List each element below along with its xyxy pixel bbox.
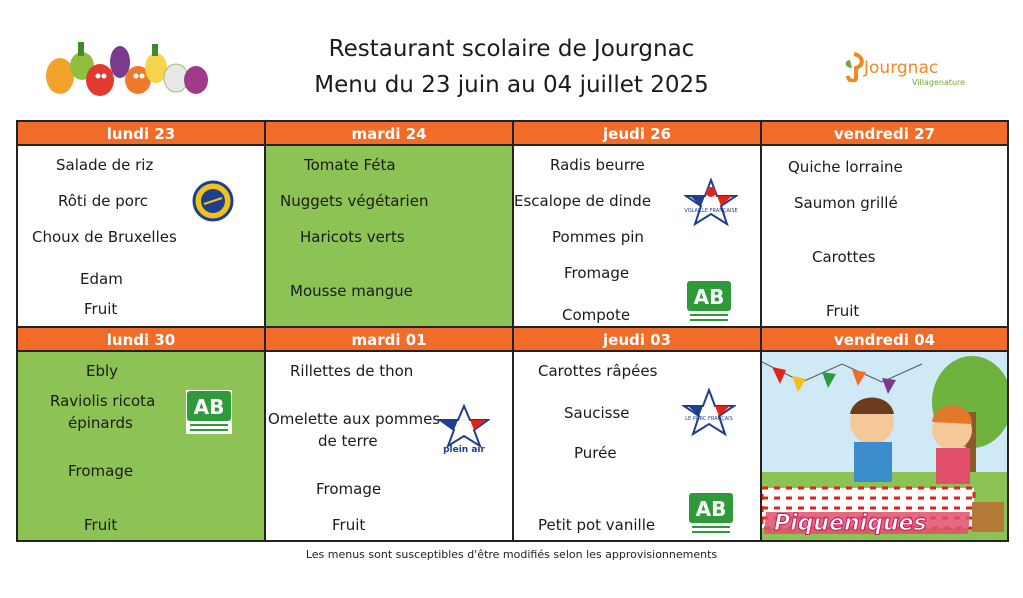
volaille-text: VOLAILLE FRANÇAISE: [684, 208, 738, 214]
menu-item: Carottes râpées: [538, 362, 658, 380]
menu-item: Purée: [574, 444, 617, 462]
menu-item: Mousse mangue: [290, 282, 413, 300]
menu-item: Saucisse: [564, 404, 630, 422]
day-header: lundi 30: [18, 328, 264, 352]
menu-item: Salade de riz: [56, 156, 154, 174]
menu-item: Omelette aux pommes: [268, 410, 441, 428]
menu-item: Edam: [80, 270, 123, 288]
menu-item: de terre: [318, 432, 378, 450]
day-header: jeudi 03: [514, 328, 760, 352]
ab-organic-icon: [688, 492, 734, 536]
day-header: mardi 24: [266, 122, 512, 146]
day-header: vendredi 04: [762, 328, 1007, 352]
day-header: mardi 01: [266, 328, 512, 352]
menu-item: Carottes: [812, 248, 876, 266]
menu-item: Compote: [562, 306, 631, 324]
menu-item: Quiche lorraine: [788, 158, 903, 176]
day-cell-jeudi-26: [514, 122, 762, 328]
picnic-illustration: [762, 352, 1007, 540]
day-header: jeudi 26: [514, 122, 760, 146]
porc-plein-air-icon: [438, 404, 490, 454]
menu-item: Ebly: [86, 362, 119, 380]
menu-item: Petit pot vanille: [538, 516, 656, 534]
menu-item: Fruit: [84, 300, 118, 318]
volaille-francaise-icon: [684, 178, 738, 228]
menu-item: Fruit: [332, 516, 366, 534]
menu-item: Rillettes de thon: [290, 362, 414, 380]
ab-text: AB: [695, 497, 727, 521]
day-header: vendredi 27: [762, 122, 1007, 146]
footer-note: Les menus sont susceptibles d'être modifiés selon les approvisionnements: [305, 548, 718, 561]
menu-item: Escalope de dinde: [514, 192, 652, 210]
menu-item: Haricots verts: [300, 228, 405, 246]
menu-item: Choux de Bruxelles: [32, 228, 177, 246]
day-cell-jeudi-03: [514, 328, 762, 540]
menu-item: Fruit: [826, 302, 860, 320]
igp-label-icon: [192, 180, 234, 222]
porc-text: LE PORC FRANÇAIS: [685, 416, 733, 422]
vegetables-mascots-icon: [38, 30, 218, 104]
day-cell-lundi-30: [18, 328, 266, 540]
ab-text: AB: [693, 285, 725, 309]
menu-item: Fruit: [84, 516, 118, 534]
logo-tagline: Villagenature: [912, 78, 966, 87]
menu-grid: [16, 120, 1009, 542]
menu-period: Menu du 23 juin au 04 juillet 2025: [314, 72, 709, 98]
menu-item: Fromage: [68, 462, 134, 480]
menu-item: Nuggets végétarien: [280, 192, 429, 210]
logo-name: Jourgnac: [864, 58, 939, 78]
menu-item: Fromage: [316, 480, 382, 498]
menu-item: Raviolis ricota: [50, 392, 156, 410]
menu-item: épinards: [68, 414, 133, 432]
ab-organic-icon: [186, 390, 232, 434]
menu-item: Rôti de porc: [58, 192, 149, 210]
day-cell-vendredi-27: [762, 122, 1007, 328]
day-header: lundi 23: [18, 122, 264, 146]
jourgnac-logo: [840, 52, 970, 92]
menu-item: Saumon grillé: [794, 194, 898, 212]
ab-organic-icon: [686, 280, 732, 324]
day-cell-vendredi-04: [762, 328, 1007, 540]
day-cell-lundi-23: [18, 122, 266, 328]
day-cell-mardi-01: [266, 328, 514, 540]
picnic-banner: Piqueniques: [774, 511, 927, 536]
menu-item: Fromage: [564, 264, 630, 282]
day-cell-mardi-24: [266, 122, 514, 328]
menu-item: Tomate Féta: [304, 156, 396, 174]
ab-text: AB: [193, 395, 225, 419]
pleinair-text: plein air: [443, 445, 485, 454]
porc-francais-icon: [682, 388, 736, 438]
menu-item: Radis beurre: [550, 156, 645, 174]
page-title: Restaurant scolaire de Jourgnac: [328, 36, 695, 62]
menu-item: Pommes pin: [552, 228, 644, 246]
